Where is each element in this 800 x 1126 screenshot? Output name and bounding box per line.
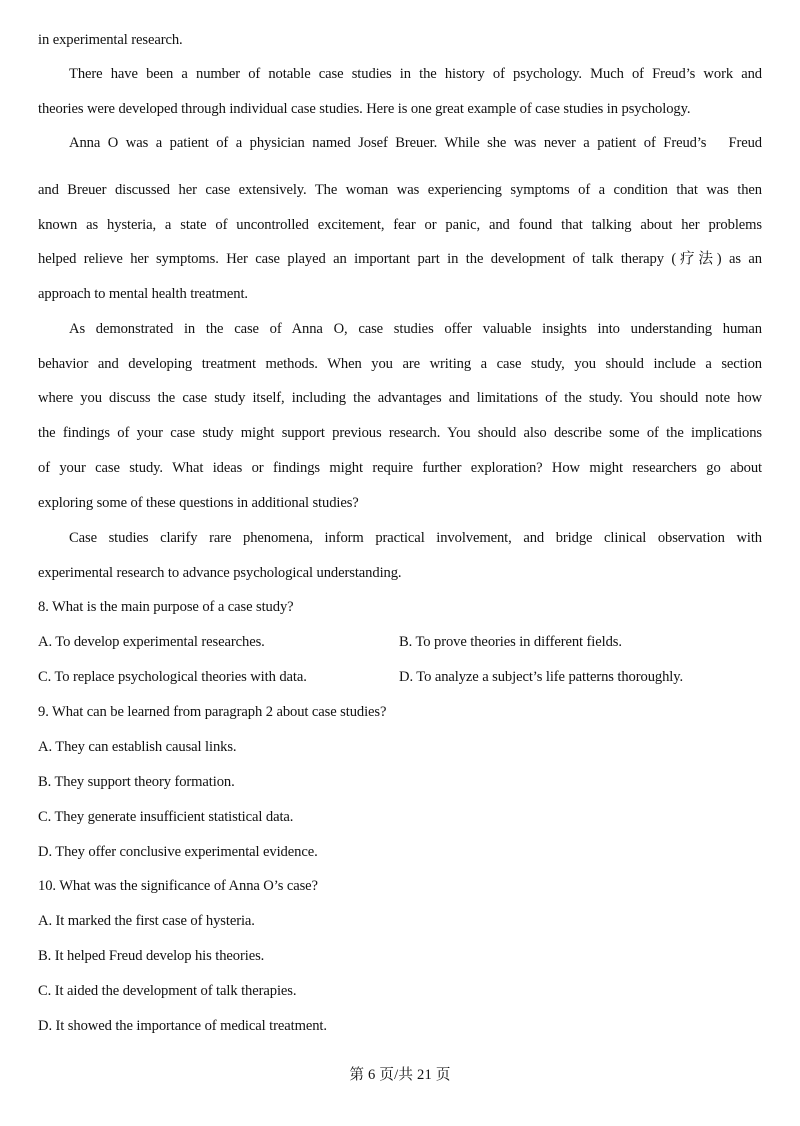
- paragraph-line: theories were developed through individual case studies. Here is one great example of case studies in psychology.: [38, 101, 691, 117]
- paragraph-line: and Breuer discussed her case extensively. The woman was experiencing symptoms of a condition that was then: [38, 182, 762, 198]
- paragraph-line: approach to mental health treatment.: [38, 286, 248, 302]
- paragraph-line: helped relieve her symptoms. Her case played an important part in the development of talk therapy (疗法) as an: [38, 251, 762, 267]
- paragraph-line: As demonstrated in the case of Anna O, case studies offer valuable insights into understanding human: [69, 321, 762, 337]
- paragraph-line: behavior and developing treatment methods. When you are writing a case study, you should include a section: [38, 356, 762, 372]
- question-stem: 8. What is the main purpose of a case study?: [38, 599, 294, 615]
- paragraph-line: There have been a number of notable case studies in the history of psychology. Much of Freud’s work and: [69, 66, 762, 82]
- option-c: C. It aided the development of talk therapies.: [38, 983, 297, 999]
- option-d: D. To analyze a subject’s life patterns thoroughly.: [399, 669, 684, 685]
- option-d: D. They offer conclusive experimental evidence.: [38, 844, 318, 860]
- option-c: C. They generate insufficient statistical data.: [38, 809, 294, 825]
- paragraph-line: Case studies clarify rare phenomena, inform practical involvement, and bridge clinical observation with: [69, 530, 762, 546]
- question-stem: 9. What can be learned from paragraph 2 about case studies?: [38, 704, 387, 720]
- paragraph-line: exploring some of these questions in additional studies?: [38, 495, 359, 511]
- option-d: D. It showed the importance of medical treatment.: [38, 1018, 327, 1034]
- question-stem: 10. What was the significance of Anna O’s case?: [38, 878, 318, 894]
- paragraph-line: the findings of your case study might support previous research. You should also describe some of the implications: [38, 425, 762, 441]
- paragraph-line: where you discuss the case study itself, including the advantages and limitations of the study. You should note how: [38, 390, 762, 406]
- option-a: A. It marked the first case of hysteria.: [38, 913, 255, 929]
- option-c: C. To replace psychological theories with data.: [38, 669, 307, 685]
- paragraph-line: Anna O was a patient of a physician named Josef Breuer. While she was never a patient of Freud’s Freud: [69, 135, 762, 151]
- option-b: B. They support theory formation.: [38, 774, 235, 790]
- paragraph-line: experimental research to advance psychological understanding.: [38, 565, 402, 581]
- option-b: B. To prove theories in different fields.: [399, 634, 622, 650]
- paragraph-line: of your case study. What ideas or findings might require further exploration? How might researchers go about: [38, 460, 762, 476]
- option-a: A. They can establish causal links.: [38, 739, 237, 755]
- page-number-footer: 第 6 页/共 21 页: [349, 1067, 451, 1083]
- option-a: A. To develop experimental researches.: [38, 634, 265, 650]
- passage-continuation-line: in experimental research.: [38, 32, 183, 48]
- paragraph-line: known as hysteria, a state of uncontrolled excitement, fear or panic, and found that talking about her problems: [38, 217, 762, 233]
- option-b: B. It helped Freud develop his theories.: [38, 948, 265, 964]
